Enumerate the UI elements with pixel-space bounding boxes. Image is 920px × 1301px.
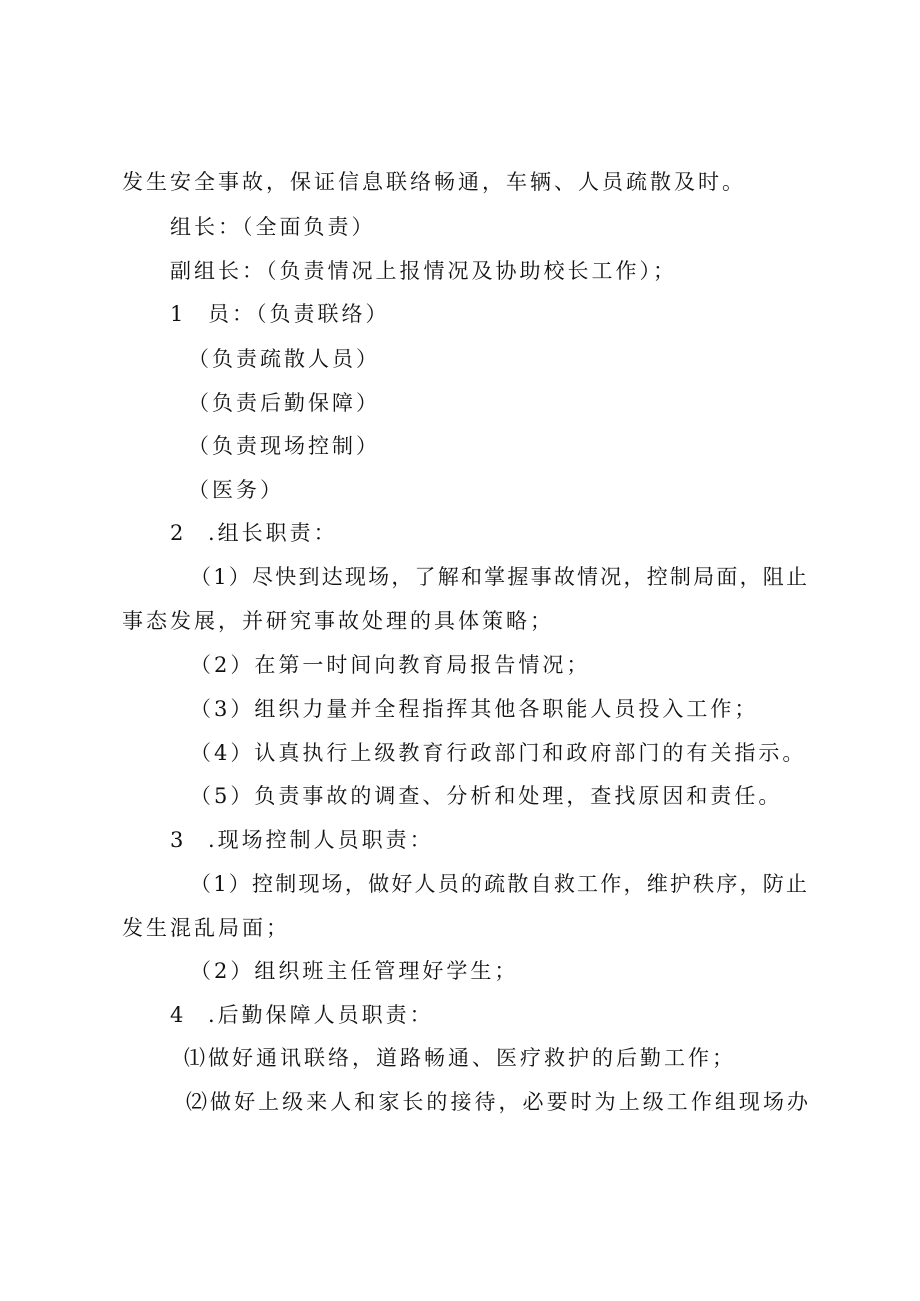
paragraph-line-20 bbox=[170, 1000, 434, 1030]
paragraph-line-9 bbox=[170, 518, 338, 548]
paragraph-line-1: 发生安全事故，保证信息联络畅通，车辆、人员疏散及时。 bbox=[122, 170, 746, 194]
paragraph-line-7: （负责现场控制） bbox=[188, 434, 380, 458]
paragraph-line-11: 事态发展，并研究事故处理的具体策略； bbox=[122, 609, 554, 633]
paragraph-line-15: （5）负责事故的调查、分析和处理，查找原因和责任。 bbox=[190, 784, 783, 808]
paragraph-line-22: ⑵做好上级来人和家长的接待，必要时为上级工作组现场办 bbox=[186, 1090, 808, 1114]
paragraph-line-4 bbox=[170, 299, 390, 329]
paragraph-line-12: （2）在第一时间向教育局报告情况； bbox=[190, 653, 591, 677]
item-text: .组长职责： bbox=[208, 521, 338, 545]
item-number: 4 bbox=[170, 1003, 184, 1027]
paragraph-line-6: （负责后勤保障） bbox=[188, 391, 380, 415]
paragraph-line-16 bbox=[170, 825, 434, 855]
paragraph-line-2: 组长：（全面负责） bbox=[170, 215, 376, 239]
item-text: .现场控制人员职责： bbox=[208, 828, 434, 852]
paragraph-line-18: 发生混乱局面； bbox=[122, 916, 290, 940]
paragraph-line-21: ⑴做好通讯联络，道路畅通、医疗救护的后勤工作； bbox=[184, 1046, 736, 1070]
paragraph-line-8: （医务） bbox=[188, 478, 284, 502]
paragraph-line-3: 副组长：（负责情况上报情况及协助校长工作）； bbox=[170, 259, 677, 283]
paragraph-line-17: （1）控制现场，做好人员的疏散自救工作，维护秩序，防止 bbox=[190, 872, 807, 896]
paragraph-line-19: （2）组织班主任管理好学生； bbox=[190, 959, 519, 983]
item-text: .后勤保障人员职责： bbox=[208, 1003, 434, 1027]
paragraph-line-14: （4）认真执行上级教育行政部门和政府部门的有关指示。 bbox=[190, 741, 807, 765]
item-text: 员：（负责联络） bbox=[208, 302, 390, 326]
paragraph-line-13: （3）组织力量并全程指挥其他各职能人员投入工作； bbox=[190, 697, 759, 721]
item-number: 2 bbox=[170, 521, 184, 545]
item-number: 1 bbox=[170, 302, 184, 326]
paragraph-line-10: （1）尽快到达现场，了解和掌握事故情况，控制局面，阻止 bbox=[190, 565, 807, 589]
item-number: 3 bbox=[170, 828, 184, 852]
paragraph-line-5: （负责疏散人员） bbox=[188, 347, 380, 371]
